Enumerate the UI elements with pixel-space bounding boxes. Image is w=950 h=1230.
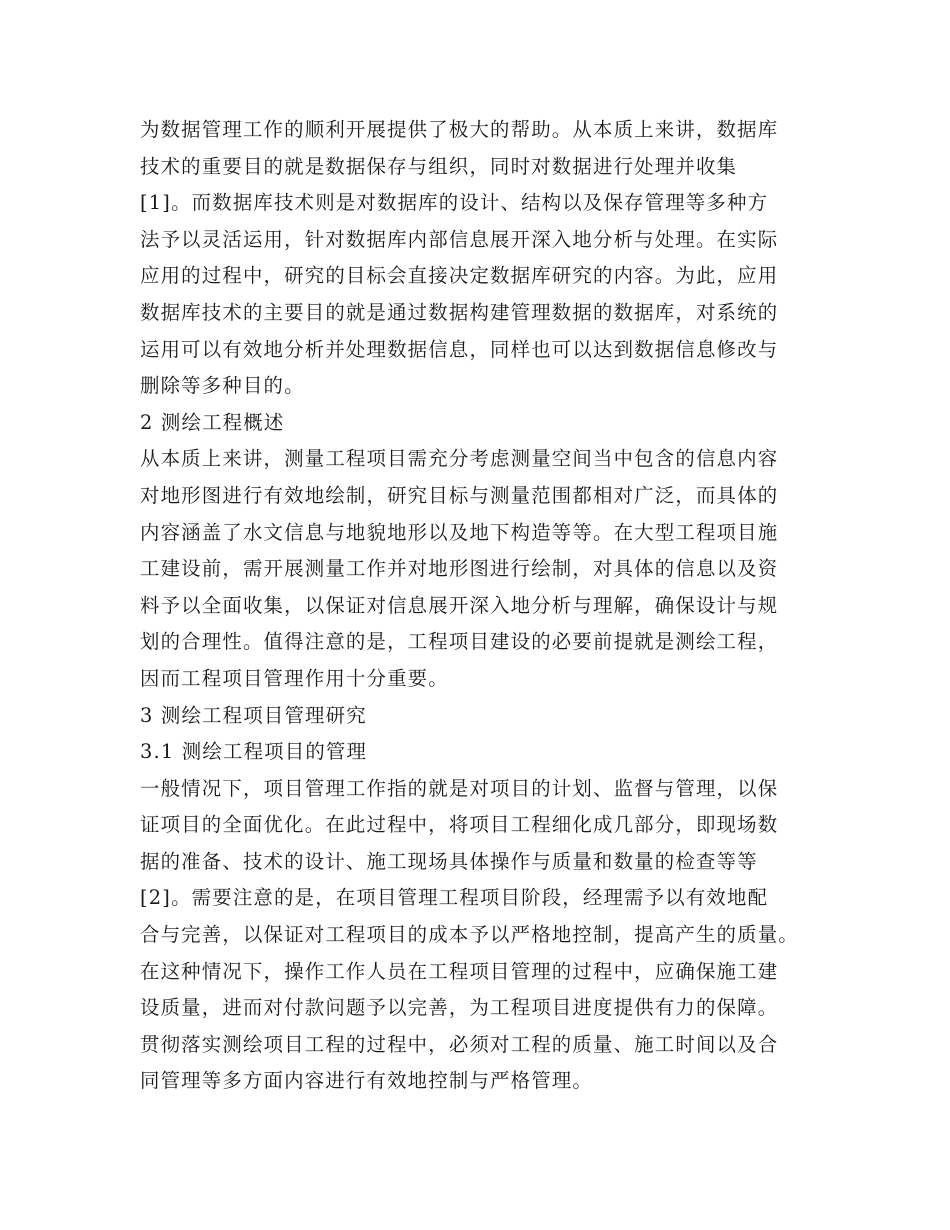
- paragraph-line: 运用可以有效地分析并处理数据信息，同样也可以达到数据信息修改与: [140, 337, 779, 361]
- paragraph-line: 内容涵盖了水文信息与地貌地形以及地下构造等等。在大型工程项目施: [140, 520, 779, 544]
- paragraph-line: 数据库技术的主要目的就是通过数据构建管理数据的数据库，对系统的: [140, 300, 779, 324]
- paragraph-line: 对地形图进行有效地绘制，研究目标与测量范围都相对广泛，而具体的: [140, 483, 779, 507]
- paragraph-line: 合与完善，以保证对工程项目的成本予以严格地控制，提高产生的质量。: [140, 923, 799, 947]
- paragraph-line: 法予以灵活运用，针对数据库内部信息展开深入地分析与处理。在实际: [140, 227, 779, 251]
- section-heading: 2 测绘工程概述: [140, 410, 285, 434]
- paragraph-line: 为数据管理工作的顺利开展提供了极大的帮助。从本质上来讲，数据库: [140, 118, 779, 141]
- document-page: [140, 112, 830, 1100]
- paragraph-line: 因而工程项目管理作用十分重要。: [140, 666, 449, 690]
- paragraph-line: 在这种情况下，操作工作人员在工程项目管理的过程中，应确保施工建: [140, 959, 779, 983]
- paragraph-line: 贯彻落实测绘项目工程的过程中，必须对工程的质量、施工时间以及合: [140, 1032, 779, 1056]
- paragraph-line: 应用的过程中，研究的目标会直接决定数据库研究的内容。为此，应用: [140, 264, 779, 288]
- paragraph-line: 据的准备、技术的设计、施工现场具体操作与质量和数量的检查等等: [140, 849, 758, 873]
- section-heading: 3 测绘工程项目管理研究: [140, 703, 367, 727]
- paragraph-line: 设质量，进而对付款问题予以完善，为工程项目进度提供有力的保障。: [140, 996, 779, 1020]
- paragraph-line: [1]。而数据库技术则是对数据库的设计、结构以及保存管理等多种方: [140, 191, 769, 215]
- paragraph-line: [2]。需要注意的是，在项目管理工程项目阶段，经理需予以有效地配: [140, 886, 769, 910]
- paragraph-line: 技术的重要目的就是数据保存与组织，同时对数据进行处理并收集: [140, 154, 738, 178]
- paragraph-line: 一般情况下，项目管理工作指的就是对项目的计划、监督与管理，以保: [140, 776, 779, 800]
- paragraph-line: 同管理等多方面内容进行有效地控制与严格管理。: [140, 1069, 593, 1093]
- paragraph-line: 料予以全面收集，以保证对信息展开深入地分析与理解，确保设计与规: [140, 593, 779, 617]
- subsection-heading: 3.1 测绘工程项目的管理: [140, 740, 368, 764]
- paragraph-line: 工建设前，需开展测量工作并对地形图进行绘制，对具体的信息以及资: [140, 557, 779, 581]
- paragraph-line: 划的合理性。值得注意的是，工程项目建设的必要前提就是测绘工程，: [140, 630, 779, 654]
- paragraph-line: 证项目的全面优化。在此过程中，将项目工程细化成几部分，即现场数: [140, 813, 779, 837]
- paragraph-line: 从本质上来讲，测量工程项目需充分考虑测量空间当中包含的信息内容: [140, 447, 779, 471]
- paragraph-line: 删除等多种目的。: [140, 374, 305, 398]
